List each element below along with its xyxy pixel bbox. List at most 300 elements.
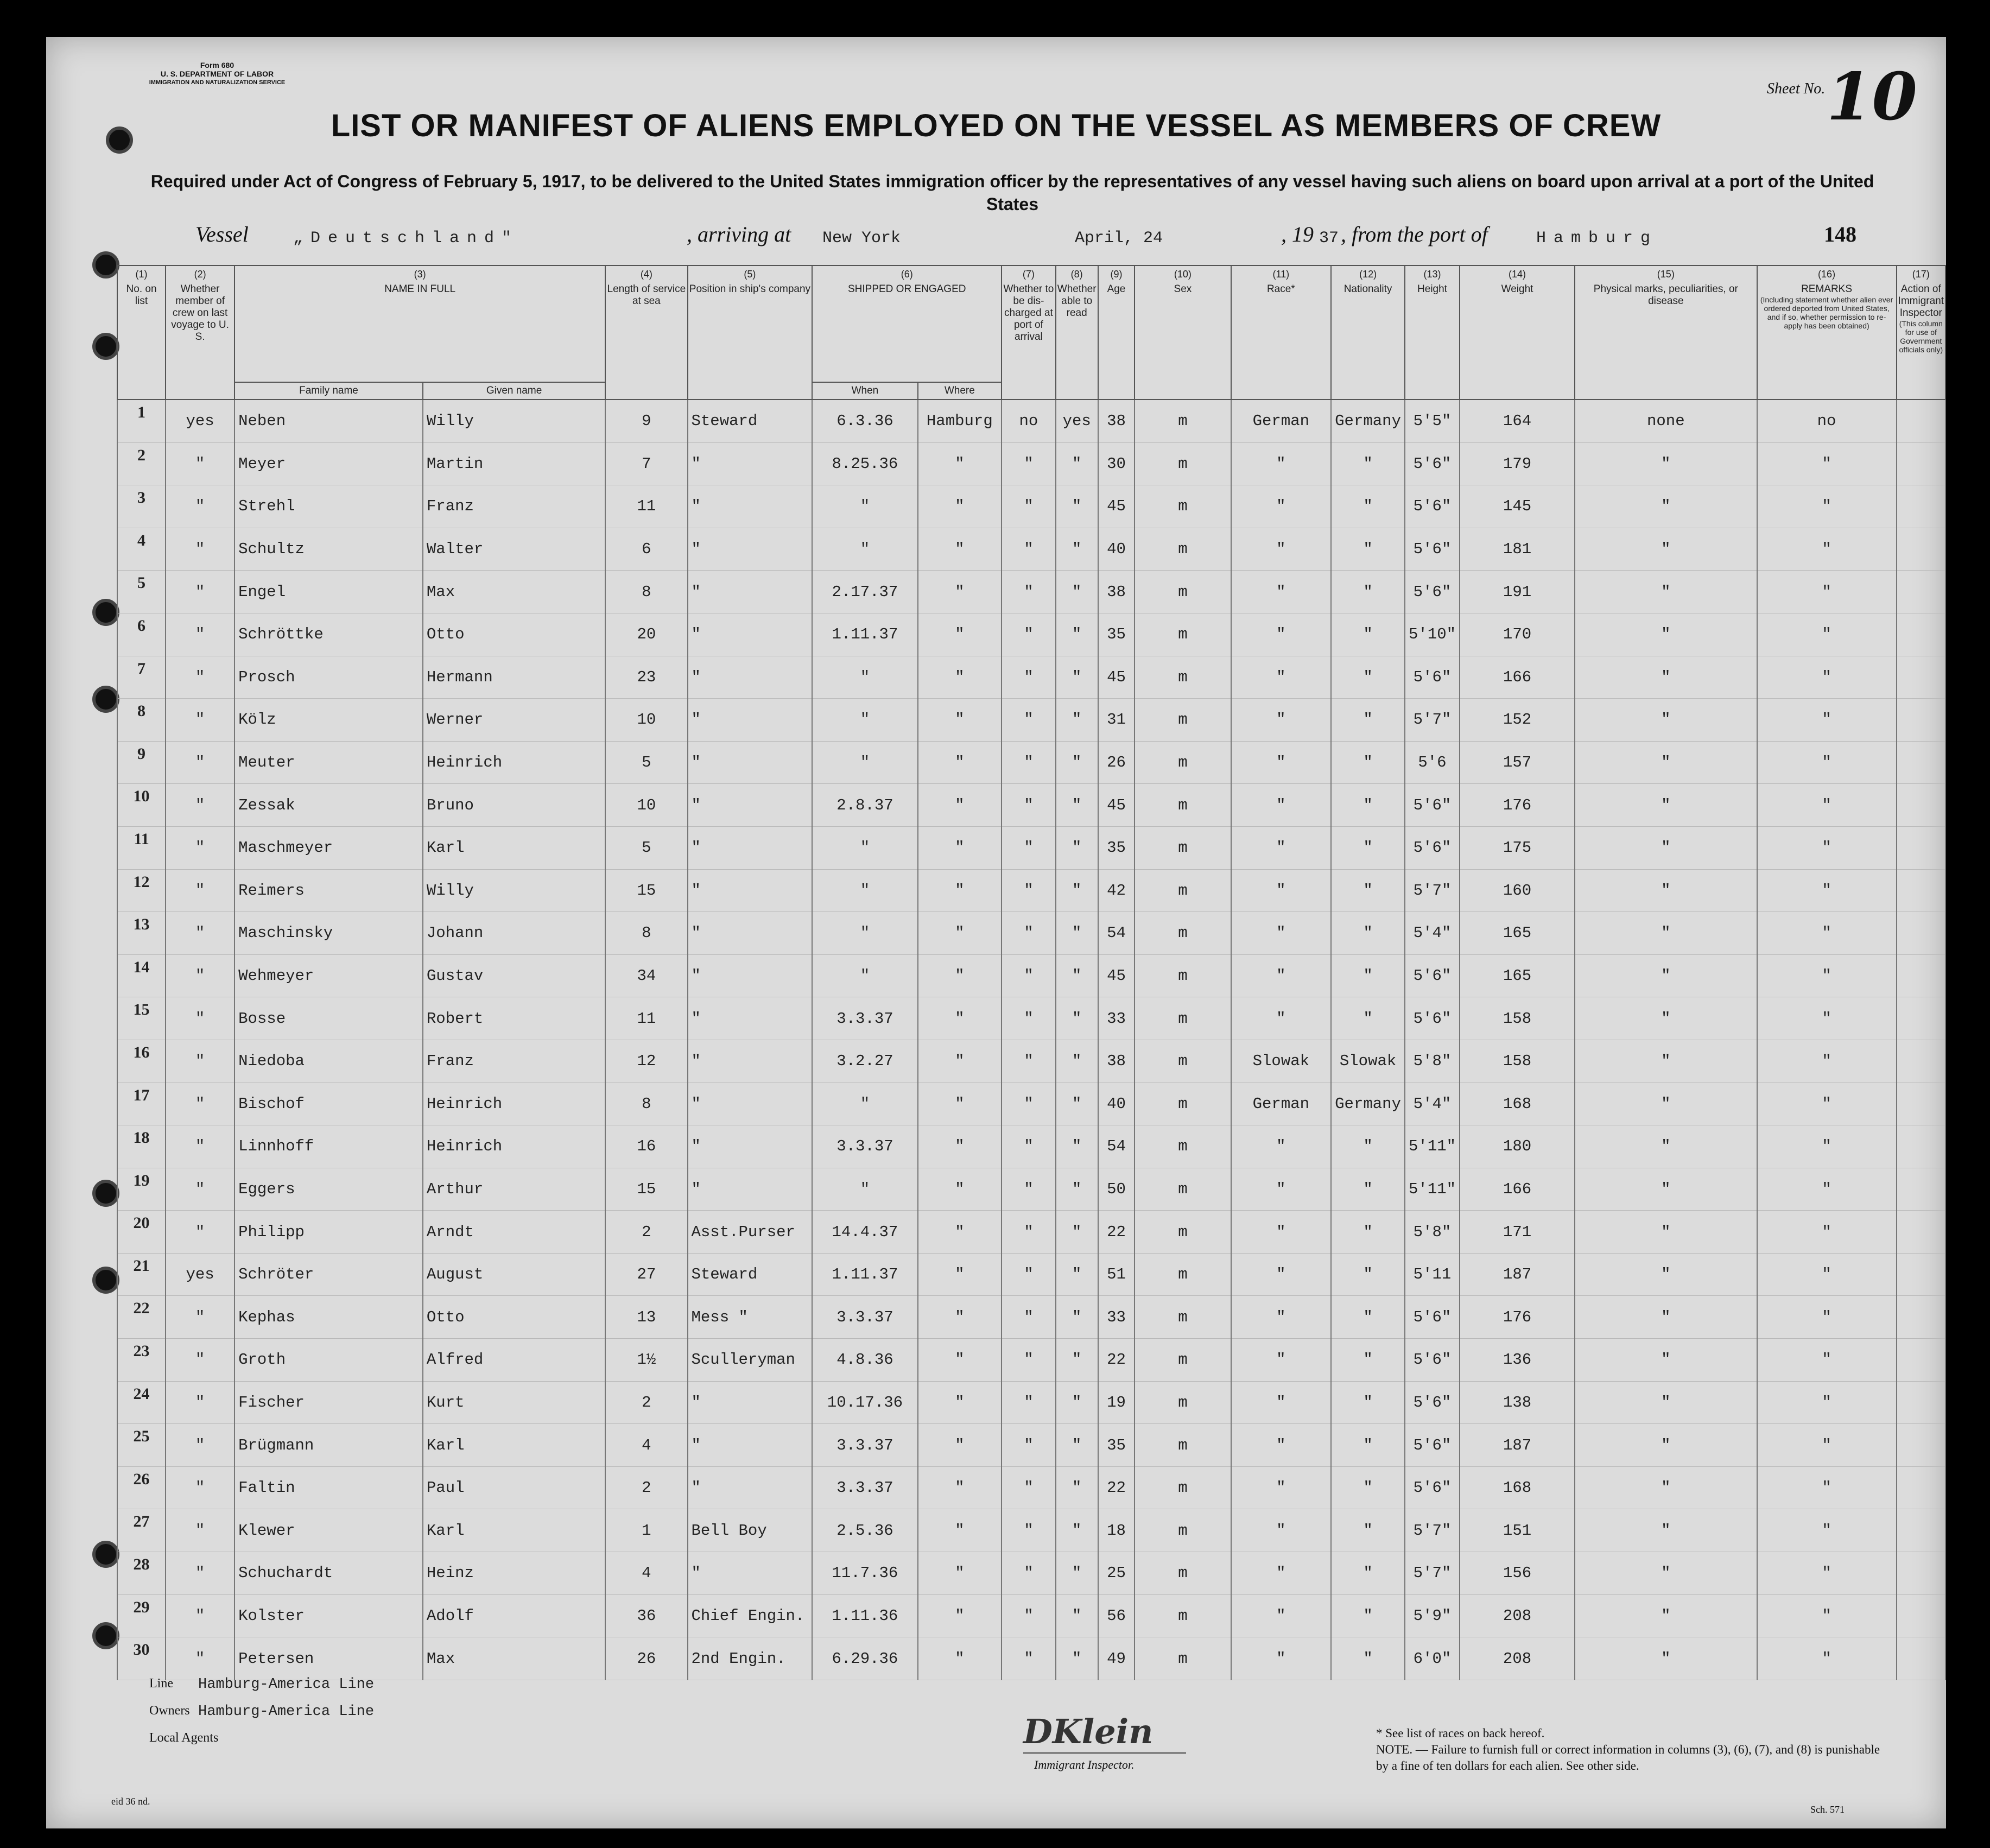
height-cell: 5'7": [1405, 1509, 1460, 1552]
sex-cell: m: [1135, 1168, 1231, 1211]
col-when: When: [812, 382, 917, 400]
weight-cell: 187: [1460, 1424, 1575, 1467]
able-to-read-cell: ": [1056, 699, 1098, 742]
last-voyage-cell: ": [166, 1211, 235, 1254]
remarks-cell: ": [1757, 912, 1897, 955]
remarks-cell: ": [1757, 784, 1897, 827]
nationality-cell: ": [1331, 1466, 1405, 1509]
family-name-cell: Kephas: [235, 1296, 423, 1339]
nationality-cell: ": [1331, 784, 1405, 827]
remarks-cell: ": [1757, 1594, 1897, 1637]
last-voyage-cell: ": [166, 1040, 235, 1083]
inspector-action-cell: [1897, 1637, 1945, 1680]
inspector-action-cell: [1897, 656, 1945, 699]
nationality-cell: ": [1331, 485, 1405, 528]
given-name-cell: Alfred: [423, 1339, 605, 1382]
last-voyage-cell: ": [166, 613, 235, 656]
race-cell: ": [1231, 613, 1332, 656]
weight-cell: 187: [1460, 1253, 1575, 1296]
last-voyage-cell: ": [166, 826, 235, 869]
last-voyage-cell: ": [166, 1466, 235, 1509]
shipped-when-cell: 2.8.37: [812, 784, 917, 827]
last-voyage-cell: ": [166, 912, 235, 955]
nationality-cell: ": [1331, 1125, 1405, 1168]
remarks-cell: ": [1757, 656, 1897, 699]
shipped-where-cell: ": [918, 613, 1002, 656]
physical-marks-cell: ": [1575, 1509, 1757, 1552]
row-number: 29: [117, 1594, 166, 1637]
remarks-cell: ": [1757, 1211, 1897, 1254]
table-row: [117, 1125, 1945, 1168]
position-cell: ": [688, 613, 813, 656]
family-name-cell: Prosch: [235, 656, 423, 699]
year-label: , 19: [1281, 222, 1314, 246]
nationality-cell: ": [1331, 1253, 1405, 1296]
position-cell: ": [688, 1168, 813, 1211]
family-name-cell: Petersen: [235, 1637, 423, 1680]
discharged-cell: ": [1002, 528, 1056, 571]
given-name-cell: Hermann: [423, 656, 605, 699]
sex-cell: m: [1135, 699, 1231, 742]
remarks-cell: ": [1757, 1381, 1897, 1424]
race-cell: ": [1231, 1552, 1332, 1595]
height-cell: 5'6": [1405, 485, 1460, 528]
row-number: 24: [117, 1381, 166, 1424]
able-to-read-cell: ": [1056, 442, 1098, 485]
discharged-cell: ": [1002, 442, 1056, 485]
last-voyage-cell: ": [166, 1296, 235, 1339]
sheet-label: Sheet No.: [1767, 80, 1826, 97]
service-length-cell: 8: [605, 912, 687, 955]
given-name-cell: Otto: [423, 1296, 605, 1339]
given-name-cell: Karl: [423, 1509, 605, 1552]
inspector-action-cell: [1897, 784, 1945, 827]
line-value: Hamburg-America Line: [198, 1676, 375, 1693]
service-length-cell: 8: [605, 571, 687, 613]
remarks-cell: ": [1757, 1040, 1897, 1083]
inspector-action-cell: [1897, 571, 1945, 613]
weight-cell: 156: [1460, 1552, 1575, 1595]
family-name-cell: Reimers: [235, 869, 423, 912]
race-cell: ": [1231, 1424, 1332, 1467]
crew-manifest-table: [117, 265, 1946, 1680]
table-row: [117, 528, 1945, 571]
position-cell: ": [688, 826, 813, 869]
sex-cell: m: [1135, 442, 1231, 485]
weight-cell: 158: [1460, 1040, 1575, 1083]
family-name-cell: Klewer: [235, 1509, 423, 1552]
inspector-action-cell: [1897, 1339, 1945, 1382]
family-name-cell: Maschmeyer: [235, 826, 423, 869]
table-row: [117, 571, 1945, 613]
table-row: [117, 699, 1945, 742]
discharged-cell: ": [1002, 613, 1056, 656]
discharged-cell: ": [1002, 1040, 1056, 1083]
remarks-cell: ": [1757, 1339, 1897, 1382]
last-voyage-cell: yes: [166, 400, 235, 442]
last-voyage-cell: ": [166, 442, 235, 485]
last-voyage-cell: ": [166, 1424, 235, 1467]
table-row: [117, 1552, 1945, 1595]
table-row: [117, 1594, 1945, 1637]
weight-cell: 208: [1460, 1594, 1575, 1637]
last-voyage-cell: ": [166, 954, 235, 997]
row-number: 18: [117, 1125, 166, 1168]
sex-cell: m: [1135, 784, 1231, 827]
departure-port: Hamburg: [1536, 229, 1658, 248]
shipped-where-cell: ": [918, 1040, 1002, 1083]
discharged-cell: ": [1002, 1211, 1056, 1254]
service-length-cell: 23: [605, 656, 687, 699]
inspector-action-cell: [1897, 1211, 1945, 1254]
col-length-of-service: (4) Length of service at sea: [605, 265, 687, 400]
nationality-cell: Slowak: [1331, 1040, 1405, 1083]
table-row: [117, 826, 1945, 869]
nationality-cell: ": [1331, 1211, 1405, 1254]
family-name-cell: Meyer: [235, 442, 423, 485]
table-row: [117, 656, 1945, 699]
sex-cell: m: [1135, 1381, 1231, 1424]
table-row: [117, 1253, 1945, 1296]
height-cell: 5'7": [1405, 869, 1460, 912]
height-cell: 5'5": [1405, 400, 1460, 442]
table-row: [117, 1381, 1945, 1424]
row-number: 12: [117, 869, 166, 912]
discharged-cell: no: [1002, 400, 1056, 442]
sheet-number: 10: [1827, 59, 1917, 135]
able-to-read-cell: ": [1056, 1466, 1098, 1509]
shipped-where-cell: ": [918, 954, 1002, 997]
service-length-cell: 5: [605, 741, 687, 784]
sex-cell: m: [1135, 1637, 1231, 1680]
arrival-year: 37: [1319, 229, 1339, 248]
height-cell: 5'4": [1405, 912, 1460, 955]
given-name-cell: Adolf: [423, 1594, 605, 1637]
nationality-cell: ": [1331, 741, 1405, 784]
shipped-when-cell: ": [812, 699, 917, 742]
row-number: 3: [117, 485, 166, 528]
given-name-cell: Willy: [423, 400, 605, 442]
discharged-cell: ": [1002, 485, 1056, 528]
weight-cell: 165: [1460, 954, 1575, 997]
family-name-cell: Groth: [235, 1339, 423, 1382]
shipped-when-cell: 3.3.37: [812, 1125, 917, 1168]
age-cell: 38: [1098, 400, 1135, 442]
sex-cell: m: [1135, 1211, 1231, 1254]
race-cell: German: [1231, 1083, 1332, 1125]
given-name-cell: Robert: [423, 997, 605, 1040]
age-cell: 22: [1098, 1466, 1135, 1509]
race-cell: ": [1231, 699, 1332, 742]
physical-marks-cell: ": [1575, 912, 1757, 955]
given-name-cell: Max: [423, 1637, 605, 1680]
table-row: [117, 442, 1945, 485]
nationality-cell: ": [1331, 528, 1405, 571]
last-voyage-cell: ": [166, 485, 235, 528]
discharged-cell: ": [1002, 997, 1056, 1040]
shipped-where-cell: ": [918, 997, 1002, 1040]
position-cell: ": [688, 1040, 813, 1083]
height-cell: 5'6": [1405, 997, 1460, 1040]
given-name-cell: Karl: [423, 1424, 605, 1467]
row-number: 16: [117, 1040, 166, 1083]
table-row: [117, 1040, 1945, 1083]
sex-cell: m: [1135, 1594, 1231, 1637]
col-physical-marks: (15) Physical marks, peculiarities, or disease: [1575, 265, 1757, 400]
shipped-when-cell: ": [812, 826, 917, 869]
position-cell: ": [688, 442, 813, 485]
service-length-cell: 20: [605, 613, 687, 656]
height-cell: 5'6": [1405, 442, 1460, 485]
last-voyage-cell: ": [166, 1339, 235, 1382]
table-row: [117, 1509, 1945, 1552]
age-cell: 22: [1098, 1211, 1135, 1254]
discharged-cell: ": [1002, 869, 1056, 912]
remarks-cell: ": [1757, 1253, 1897, 1296]
punch-hole-icon: [92, 251, 119, 279]
physical-marks-cell: ": [1575, 1424, 1757, 1467]
inspector-action-cell: [1897, 826, 1945, 869]
row-number: 2: [117, 442, 166, 485]
height-cell: 5'6": [1405, 1339, 1460, 1382]
sex-cell: m: [1135, 656, 1231, 699]
shipped-when-cell: ": [812, 954, 917, 997]
weight-cell: 136: [1460, 1339, 1575, 1382]
shipped-where-cell: ": [918, 699, 1002, 742]
row-number: 20: [117, 1211, 166, 1254]
physical-marks-cell: ": [1575, 442, 1757, 485]
physical-marks-cell: ": [1575, 741, 1757, 784]
physical-marks-cell: ": [1575, 1466, 1757, 1509]
height-cell: 5'6": [1405, 954, 1460, 997]
shipped-where-cell: ": [918, 1125, 1002, 1168]
age-cell: 25: [1098, 1552, 1135, 1595]
arrival-date: April, 24: [1075, 229, 1163, 248]
nationality-cell: ": [1331, 826, 1405, 869]
family-name-cell: Bischof: [235, 1083, 423, 1125]
inspector-action-cell: [1897, 1253, 1945, 1296]
family-name-cell: Brügmann: [235, 1424, 423, 1467]
physical-marks-cell: ": [1575, 1381, 1757, 1424]
row-number: 21: [117, 1253, 166, 1296]
physical-marks-cell: ": [1575, 1253, 1757, 1296]
remarks-cell: ": [1757, 1466, 1897, 1509]
weight-cell: 145: [1460, 485, 1575, 528]
position-cell: Chief Engin.: [688, 1594, 813, 1637]
inspector-action-cell: [1897, 699, 1945, 742]
given-name-cell: Max: [423, 571, 605, 613]
weight-cell: 176: [1460, 784, 1575, 827]
service-length-cell: 4: [605, 1424, 687, 1467]
weight-cell: 175: [1460, 826, 1575, 869]
able-to-read-cell: ": [1056, 954, 1098, 997]
shipped-where-cell: ": [918, 1211, 1002, 1254]
discharged-cell: ": [1002, 1466, 1056, 1509]
page-subtitle: Required under Act of Congress of February 5, 1917, to be delivered to the United States immigration officer by the representatives of any vessel having such aliens on board upon arrival at a port of the United States: [150, 172, 1874, 214]
service-length-cell: 12: [605, 1040, 687, 1083]
inspector-label: Immigrant Inspector.: [1034, 1758, 1135, 1771]
inspector-action-cell: [1897, 442, 1945, 485]
row-number: 22: [117, 1296, 166, 1339]
able-to-read-cell: ": [1056, 912, 1098, 955]
inspector-action-cell: [1897, 997, 1945, 1040]
remarks-cell: ": [1757, 699, 1897, 742]
shipped-when-cell: 14.4.37: [812, 1211, 917, 1254]
age-cell: 18: [1098, 1509, 1135, 1552]
age-cell: 30: [1098, 442, 1135, 485]
physical-marks-cell: ": [1575, 784, 1757, 827]
sex-cell: m: [1135, 869, 1231, 912]
given-name-cell: Paul: [423, 1466, 605, 1509]
service-length-cell: 26: [605, 1637, 687, 1680]
last-voyage-cell: ": [166, 1594, 235, 1637]
discharged-cell: ": [1002, 1296, 1056, 1339]
family-name-cell: Wehmeyer: [235, 954, 423, 997]
position-cell: ": [688, 741, 813, 784]
table-row: [117, 400, 1945, 442]
physical-marks-cell: ": [1575, 869, 1757, 912]
physical-marks-cell: none: [1575, 400, 1757, 442]
physical-marks-cell: ": [1575, 1125, 1757, 1168]
nationality-cell: Germany: [1331, 400, 1405, 442]
remarks-cell: ": [1757, 1125, 1897, 1168]
shipped-where-cell: ": [918, 1381, 1002, 1424]
inspector-action-cell: [1897, 528, 1945, 571]
row-number: 7: [117, 656, 166, 699]
given-name-cell: Walter: [423, 528, 605, 571]
weight-cell: 152: [1460, 699, 1575, 742]
form-header: [128, 61, 307, 87]
able-to-read-cell: ": [1056, 656, 1098, 699]
last-voyage-cell: ": [166, 571, 235, 613]
position-cell: ": [688, 1083, 813, 1125]
race-cell: ": [1231, 1637, 1332, 1680]
family-name-cell: Neben: [235, 400, 423, 442]
shipped-when-cell: ": [812, 656, 917, 699]
family-name-cell: Niedoba: [235, 1040, 423, 1083]
given-name-cell: Heinrich: [423, 741, 605, 784]
discharged-cell: ": [1002, 1253, 1056, 1296]
row-number: 4: [117, 528, 166, 571]
remarks-cell: ": [1757, 485, 1897, 528]
weight-cell: 179: [1460, 442, 1575, 485]
position-cell: ": [688, 912, 813, 955]
weight-cell: 157: [1460, 741, 1575, 784]
sex-cell: m: [1135, 826, 1231, 869]
remarks-cell: ": [1757, 826, 1897, 869]
age-cell: 31: [1098, 699, 1135, 742]
service-length-cell: 36: [605, 1594, 687, 1637]
remarks-cell: ": [1757, 442, 1897, 485]
race-cell: ": [1231, 1466, 1332, 1509]
nationality-cell: ": [1331, 571, 1405, 613]
remarks-cell: ": [1757, 1637, 1897, 1680]
shipped-where-cell: ": [918, 741, 1002, 784]
col-sex: (10) Sex: [1135, 265, 1231, 400]
shipped-where-cell: Hamburg: [918, 400, 1002, 442]
service-length-cell: 2: [605, 1381, 687, 1424]
family-name-cell: Schröttke: [235, 613, 423, 656]
height-cell: 5'8": [1405, 1211, 1460, 1254]
position-cell: 2nd Engin.: [688, 1637, 813, 1680]
form-number: Form 680: [200, 61, 235, 69]
col-height: (13) Height: [1405, 265, 1460, 400]
family-name-cell: Schröter: [235, 1253, 423, 1296]
age-cell: 22: [1098, 1339, 1135, 1382]
race-cell: ": [1231, 1125, 1332, 1168]
service-length-cell: 15: [605, 1168, 687, 1211]
height-cell: 5'6": [1405, 1296, 1460, 1339]
shipped-when-cell: 6.29.36: [812, 1637, 917, 1680]
discharged-cell: ": [1002, 954, 1056, 997]
shipped-when-cell: 1.11.37: [812, 613, 917, 656]
race-cell: ": [1231, 1296, 1332, 1339]
service-length-cell: 9: [605, 400, 687, 442]
able-to-read-cell: ": [1056, 1637, 1098, 1680]
remarks-cell: ": [1757, 613, 1897, 656]
from-port-label: , from the port of: [1341, 222, 1488, 246]
shipped-when-cell: 3.2.27: [812, 1040, 917, 1083]
discharged-cell: ": [1002, 1125, 1056, 1168]
physical-marks-cell: ": [1575, 485, 1757, 528]
row-number: 14: [117, 954, 166, 997]
punch-hole-icon: [92, 686, 119, 713]
signature-line: [1023, 1752, 1186, 1754]
page-code: 148: [1824, 222, 1856, 246]
inspector-action-cell: [1897, 1594, 1945, 1637]
row-number: 1: [117, 400, 166, 442]
row-number: 10: [117, 784, 166, 827]
height-cell: 5'6": [1405, 1381, 1460, 1424]
age-cell: 45: [1098, 485, 1135, 528]
height-cell: 5'6": [1405, 571, 1460, 613]
height-cell: 5'9": [1405, 1594, 1460, 1637]
row-number: 23: [117, 1339, 166, 1382]
weight-cell: 164: [1460, 400, 1575, 442]
age-cell: 54: [1098, 1125, 1135, 1168]
race-cell: ": [1231, 656, 1332, 699]
inspector-action-cell: [1897, 741, 1945, 784]
able-to-read-cell: ": [1056, 571, 1098, 613]
printer-mark: eid 36 nd.: [111, 1796, 150, 1807]
col-discharged: (7) Whether to be dis-charged at port of arrival: [1002, 265, 1056, 400]
sex-cell: m: [1135, 528, 1231, 571]
discharged-cell: ": [1002, 1168, 1056, 1211]
given-name-cell: Gustav: [423, 954, 605, 997]
row-number: 8: [117, 699, 166, 742]
age-cell: 35: [1098, 1424, 1135, 1467]
physical-marks-cell: ": [1575, 1083, 1757, 1125]
position-cell: ": [688, 528, 813, 571]
family-name-cell: Faltin: [235, 1466, 423, 1509]
arriving-label: , arriving at: [687, 222, 791, 246]
race-cell: ": [1231, 997, 1332, 1040]
shipped-when-cell: 2.5.36: [812, 1509, 917, 1552]
discharged-cell: ": [1002, 1424, 1056, 1467]
table-row: [117, 1466, 1945, 1509]
last-voyage-cell: ": [166, 1168, 235, 1211]
discharged-cell: ": [1002, 1509, 1056, 1552]
able-to-read-cell: ": [1056, 1381, 1098, 1424]
sex-cell: m: [1135, 1125, 1231, 1168]
table-row: [117, 869, 1945, 912]
crew-rows: [117, 400, 1945, 1680]
col-last-voyage: (2) Whether member of crew on last voyage to U. S.: [166, 265, 235, 400]
age-cell: 38: [1098, 571, 1135, 613]
shipped-where-cell: ": [918, 1552, 1002, 1595]
inspector-action-cell: [1897, 954, 1945, 997]
table-row: [117, 784, 1945, 827]
